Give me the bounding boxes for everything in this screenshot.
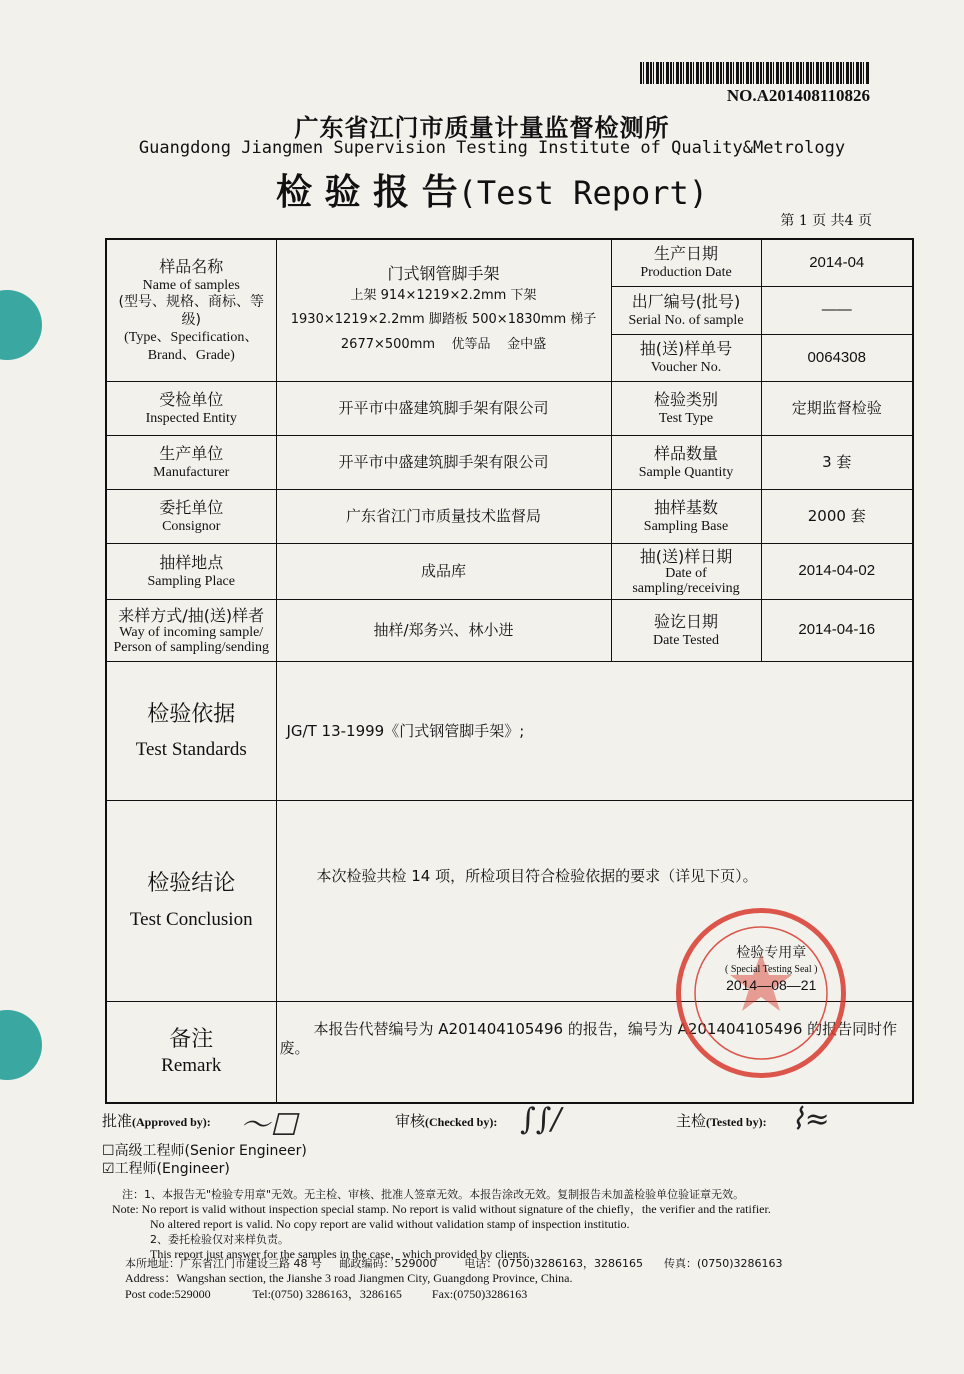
- sample-name-value: [276, 239, 611, 382]
- tested-label-cn: 主检: [676, 1112, 707, 1130]
- sample-quantity-label: [611, 436, 761, 490]
- remark-value: 本报告代替编号为 A201404105496 的报告，编号为 A201404105496 的报告同时作废。: [276, 1001, 913, 1103]
- report-title: [0, 164, 964, 215]
- consignor-value: 广东省江门市质量技术监督局: [276, 490, 611, 544]
- manufacturer-label-en: Manufacturer: [153, 464, 230, 480]
- voucher-no-value: 0064308: [761, 334, 913, 382]
- checked-signature: ∫∫∕: [520, 1102, 562, 1137]
- sampling-way-label-en: Way of incoming sample/: [119, 625, 264, 641]
- side-seal-top: [0, 290, 42, 360]
- sample-name-label-en: Name of samples: [142, 277, 240, 293]
- note-line5: This report just answer for the samples in the case，which provided by clients.: [150, 1246, 530, 1261]
- test-type-label-cn: 检验类别: [653, 390, 718, 410]
- standards-label: [106, 662, 276, 801]
- sample-quantity-label-en: Sample Quantity: [638, 464, 734, 480]
- consignor-label: [106, 490, 276, 544]
- test-type-value: 定期监督检验: [761, 382, 913, 436]
- approved-label-cn: 批准: [102, 1112, 133, 1130]
- seal-text: [725, 944, 817, 995]
- sample-name-label-en3: Brand、Grade): [147, 347, 235, 363]
- note-line4: 2、委托检验仅对来样负责。: [150, 1232, 289, 1246]
- sampling-place-label-cn: 抽样地点: [159, 552, 224, 572]
- approved-label-en: (Approved by):: [132, 1115, 211, 1129]
- sampling-base-label-en: Sampling Base: [643, 518, 729, 534]
- approved-by: [102, 1110, 211, 1131]
- checked-by: [395, 1110, 497, 1131]
- manufacturer-label: [106, 436, 276, 490]
- test-date-value: 2014-04-16: [761, 600, 913, 662]
- tested-signature: ⌇≈: [790, 1102, 830, 1137]
- seal-date: 2014—08—21: [726, 977, 817, 994]
- engineer-label: 工程师(Engineer): [114, 1161, 230, 1177]
- production-date-label-en: Production Date: [640, 265, 732, 281]
- serial-no-label-cn: 出厂编号(批号): [631, 291, 741, 311]
- address-line1: 本所地址：广东省江门市建设三路 48 号 邮政编码：529000 电话：(0750)3286163，3286165 传真：(0750)3286163: [125, 1257, 783, 1270]
- manufacturer-label-cn: 生产单位: [159, 443, 224, 463]
- voucher-no-label: [611, 334, 761, 382]
- serial-no-label: [611, 287, 761, 335]
- seal-label-en: ( Special Testing Seal ): [725, 963, 818, 975]
- institute-name-cn: 广东省江门市质量计量监督检测所: [294, 113, 670, 142]
- consignor-label-cn: 委托单位: [159, 497, 224, 517]
- checkbox-checked-icon: ☑: [102, 1161, 115, 1177]
- standards-value: JG/T 13-1999《门式钢管脚手架》;: [276, 662, 913, 801]
- sample-name-label-cn2: (型号、规格、商标、等级): [118, 294, 264, 328]
- sample-name-label-cn: 样品名称: [159, 256, 224, 276]
- serial-no-label-en: Serial No. of sample: [628, 312, 744, 328]
- title-cn: 检 验 报 告: [275, 171, 458, 213]
- conclusion-label-cn: 检验结论: [147, 871, 236, 897]
- sample-name-label-en2: (Type、Specification、: [124, 330, 259, 346]
- test-date-label: [611, 600, 761, 662]
- sampling-place-value: 成品库: [276, 543, 611, 599]
- sampling-place-label: [106, 543, 276, 599]
- conclusion-label: [106, 801, 276, 1002]
- sampling-way-label: [106, 600, 276, 662]
- address-block: [125, 1257, 783, 1302]
- address-line3: Post code:529000 Tel:(0750) 3286163，3286165 Fax:(0750)3286163: [125, 1286, 528, 1301]
- approved-signature: 〜☐: [240, 1108, 297, 1143]
- sampling-date-label-en: Date of: [665, 565, 707, 581]
- page-info: 第 1 页 共4 页: [780, 213, 872, 229]
- sampling-place-label-en: Sampling Place: [147, 573, 235, 589]
- standards-label-cn: 检验依据: [147, 701, 236, 727]
- checked-label-en: (Checked by):: [425, 1115, 498, 1129]
- sample-name-line1: 门式钢管脚手架: [387, 263, 500, 283]
- consignor-label-en: Consignor: [162, 518, 221, 534]
- sample-name-line4: 2677×500mm 优等品 金中盛: [340, 337, 547, 353]
- sampling-way-label-en2: Person of sampling/sending: [113, 639, 270, 655]
- note-line3: No altered report is valid. No copy report are valid without validation stamp of inspection institutio.: [150, 1217, 630, 1232]
- sample-name-line2: 上架 914×1219×2.2mm 下架: [350, 287, 537, 303]
- tested-by: [676, 1110, 767, 1131]
- inspected-entity-label-cn: 受检单位: [159, 390, 224, 410]
- side-seal-bottom: [0, 1010, 42, 1080]
- remark-label: [106, 1001, 276, 1103]
- title-en: (Test Report): [457, 174, 709, 212]
- test-type-label: [611, 382, 761, 436]
- sampling-way-value: 抽样/郑务兴、林小进: [276, 600, 611, 662]
- sampling-base-label: [611, 490, 761, 544]
- conclusion-label-en: Test Conclusion: [129, 908, 253, 930]
- serial-no-value: ——: [761, 287, 913, 335]
- voucher-no-label-cn: 抽(送)样单号: [639, 339, 733, 359]
- note-line1: 注：1、本报告无"检验专用章"无效。无主检、审核、批准人签章无效。本报告涂改无效。复制报告未加盖检验单位验证章无效。: [122, 1188, 745, 1201]
- inspected-entity-label-en: Inspected Entity: [145, 411, 237, 427]
- sample-name-label: [106, 239, 276, 382]
- notes: [112, 1188, 912, 1262]
- report-number: NO.A201408110826: [726, 86, 870, 105]
- institute-name-en: Guangdong Jiangmen Supervision Testing Institute of Quality&Metrology: [138, 138, 846, 158]
- senior-engineer-option: [102, 1140, 307, 1160]
- senior-engineer-label: 高级工程师(Senior Engineer): [114, 1143, 307, 1159]
- address-line2: Address：Wangshan section, the Jianshe 3 road Jiangmen City, Guangdong Province, China.: [125, 1271, 573, 1286]
- test-date-label-cn: 验讫日期: [653, 612, 718, 632]
- production-date-label: [611, 239, 761, 287]
- standards-label-en: Test Standards: [135, 739, 247, 761]
- inspected-entity-label: [106, 382, 276, 436]
- sample-quantity-value: 3 套: [761, 436, 913, 490]
- checkbox-empty-icon: ☐: [102, 1143, 115, 1159]
- manufacturer-value: 开平市中盛建筑脚手架有限公司: [276, 436, 611, 490]
- sample-name-line3: 1930×1219×2.2mm 脚踏板 500×1830mm 梯子: [290, 312, 597, 328]
- sampling-date-label-en2: sampling/receiving: [632, 580, 740, 596]
- note-line2: Note: No report is valid without inspection special stamp. No report is valid without signature of the chiefly，the verifier and the ratifier.: [112, 1202, 771, 1217]
- checked-label-cn: 审核: [395, 1112, 426, 1130]
- sampling-base-label-cn: 抽样基数: [653, 497, 718, 517]
- sample-quantity-label-cn: 样品数量: [653, 443, 718, 463]
- sampling-date-label: [611, 543, 761, 599]
- sampling-base-value: 2000 套: [761, 490, 913, 544]
- voucher-no-label-en: Voucher No.: [650, 360, 722, 376]
- remark-label-en: Remark: [161, 1054, 222, 1076]
- test-date-label-en: Date Tested: [652, 633, 719, 649]
- test-type-label-en: Test Type: [658, 411, 714, 427]
- barcode: [640, 62, 870, 84]
- seal-label-cn: 检验专用章: [736, 945, 807, 961]
- sampling-way-label-cn: 来样方式/抽(送)样者: [118, 606, 265, 626]
- production-date-value: 2014-04: [761, 239, 913, 287]
- tested-label-en: (Tested by):: [706, 1115, 767, 1129]
- engineer-option: [102, 1158, 230, 1178]
- sampling-date-value: 2014-04-02: [761, 543, 913, 599]
- sampling-date-label-cn: 抽(送)样日期: [639, 546, 733, 566]
- remark-label-cn: 备注: [169, 1027, 214, 1053]
- inspected-entity-value: 开平市中盛建筑脚手架有限公司: [276, 382, 611, 436]
- production-date-label-cn: 生产日期: [653, 244, 718, 264]
- conclusion-value: 本次检验共检 14 项，所检项目符合检验依据的要求（详见下页）。: [276, 801, 913, 1002]
